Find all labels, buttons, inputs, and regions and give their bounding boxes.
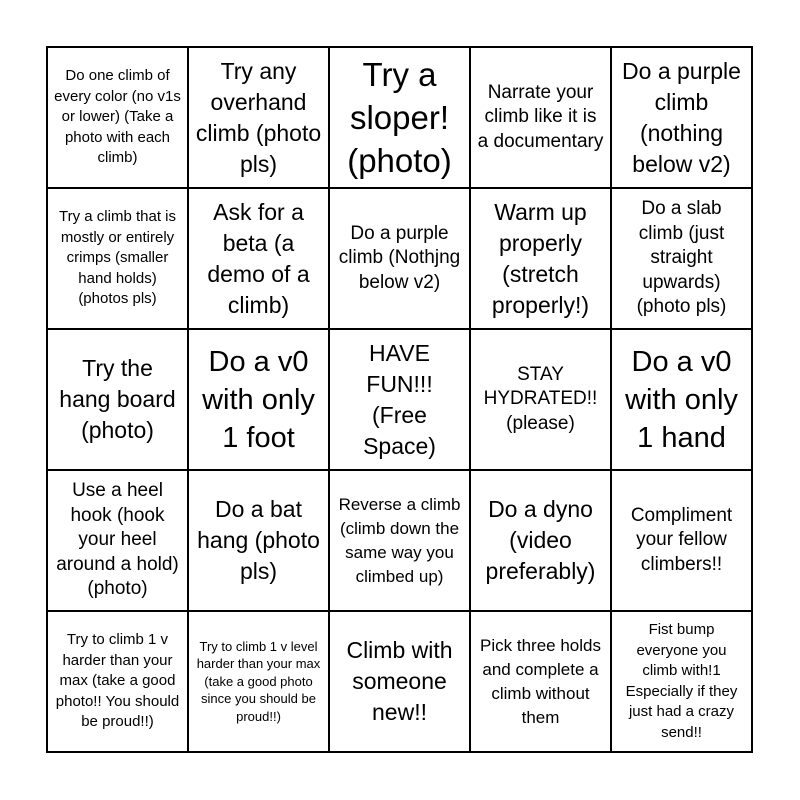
bingo-cell[interactable] [48, 48, 189, 189]
cell-text: Narrate your climb like it is a documentary [477, 81, 604, 152]
bingo-cell[interactable] [48, 471, 189, 612]
cell-text: Reverse a climb (climb down the same way you climbed up) [338, 494, 461, 586]
bingo-cell[interactable] [330, 612, 471, 753]
cell-text: Do a v0 with only 1 foot [202, 345, 315, 454]
bingo-cell[interactable] [612, 48, 753, 189]
bingo-cell[interactable] [189, 189, 330, 330]
cell-text: Do a purple climb (Nothjng below v2) [338, 222, 461, 293]
cell-text: Do a bat hang (photo pls) [197, 496, 320, 584]
cell-text: Try the hang board (photo) [59, 355, 176, 443]
bingo-board [46, 46, 753, 753]
cell-text: Fist bump everyone you climb with!1 Especially if they just had a crazy send!! [625, 621, 738, 741]
cell-text: Use a heel hook (hook your heel around a hold) (photo) [56, 480, 179, 600]
bingo-cell[interactable] [189, 48, 330, 189]
cell-text: Try any overhand climb (photo pls) [195, 57, 322, 177]
bingo-cell[interactable] [612, 471, 753, 612]
cell-text: Try a climb that is mostly or entirely crimps (smaller hand holds) (photos pls) [59, 208, 176, 308]
bingo-cell[interactable] [471, 471, 612, 612]
cell-text: Pick three holds and complete a climb without them [480, 635, 601, 727]
cell-text: Do one climb of every color (no v1s or lower) (Take a photo with each climb) [54, 67, 181, 167]
bingo-cell[interactable] [330, 471, 471, 612]
cell-text: Compliment your fellow climbers!! [630, 504, 733, 575]
cell-text: Do a dyno (video preferably) [485, 496, 596, 584]
bingo-cell[interactable] [189, 471, 330, 612]
bingo-cell[interactable] [612, 330, 753, 471]
cell-text: Try to climb 1 v harder than your max (take a good photo!! You should be proud!!) [55, 631, 180, 731]
cell-text: Warm up properly (stretch properly!) [491, 198, 590, 318]
bingo-cell[interactable] [330, 48, 471, 189]
cell-text: Try a sloper! (photo) [347, 56, 452, 179]
bingo-cell[interactable] [330, 330, 471, 471]
cell-text: Do a slab climb (just straight upwards) (photo pls) [636, 198, 727, 318]
bingo-cell[interactable] [330, 189, 471, 330]
bingo-cell[interactable] [471, 330, 612, 471]
cell-text: STAY HYDRATED!! (please) [483, 363, 598, 434]
bingo-cell[interactable] [48, 189, 189, 330]
bingo-cell[interactable] [189, 612, 330, 753]
bingo-cell[interactable] [612, 189, 753, 330]
bingo-cell[interactable] [471, 48, 612, 189]
cell-text: Ask for a beta (a demo of a climb) [207, 198, 310, 318]
cell-text: Try to climb 1 v level harder than your max (take a good photo since you should be proud!!) [196, 638, 321, 724]
bingo-cell[interactable] [189, 330, 330, 471]
bingo-cell[interactable] [471, 612, 612, 753]
cell-text: Do a purple climb (nothing below v2) [622, 57, 741, 177]
cell-text: HAVE FUN!!! (Free Space) [363, 339, 436, 459]
bingo-cell[interactable] [48, 612, 189, 753]
bingo-cell[interactable] [612, 612, 753, 753]
bingo-cell[interactable] [471, 189, 612, 330]
bingo-cell[interactable] [48, 330, 189, 471]
cell-text: Do a v0 with only 1 hand [625, 345, 738, 454]
cell-text: Climb with someone new!! [346, 637, 453, 725]
